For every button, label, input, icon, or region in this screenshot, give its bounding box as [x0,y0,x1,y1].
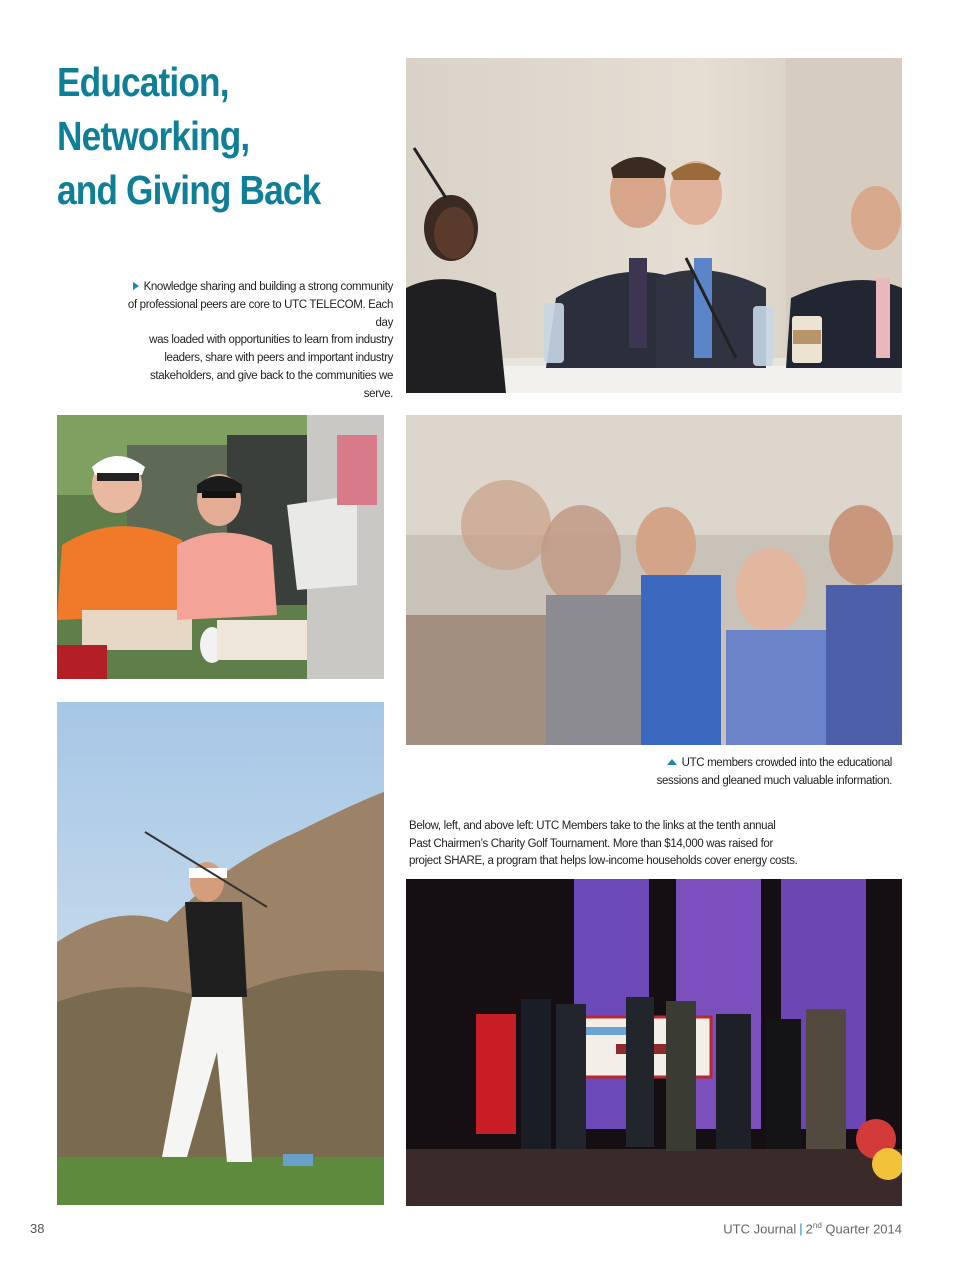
issue-suffix: nd [812,1221,822,1230]
triangle-up-icon [667,759,677,765]
audience-photo [406,415,902,745]
issue-rest: Quarter 2014 [821,1221,902,1237]
intro-line: Knowledge sharing and building a strong community [120,279,393,297]
page-number: 38 [30,1221,45,1236]
golf-cart-photo [57,415,384,679]
title-line: and Giving Back [57,167,321,213]
footer-separator: | [799,1221,803,1237]
intro-paragraph [120,279,393,404]
triangle-right-icon [133,282,139,290]
title-line: Networking, [57,113,250,159]
caption-line: Below, left, and above left: UTC Members take to the links at the tenth annual [409,820,776,832]
article-title [57,55,341,217]
golfer-photo [57,702,384,1205]
caption-line: project SHARE, a program that helps low-income households cover energy costs. [409,855,798,867]
caption-line: Past Chairmen’s Charity Golf Tournament. More than $14,000 was raised for [409,837,773,850]
caption-line: sessions and gleaned much valuable information. [656,774,892,787]
intro-line: was loaded with opportunities to learn from industry [149,334,393,347]
journal-name: UTC Journal [723,1221,797,1237]
title-line: Education, [57,59,229,105]
caption-line: UTC members crowded into the educational [602,755,892,773]
intro-line: of professional peers are core to UTC TELECOM. Each day [127,298,393,329]
issue-number: 2 [805,1221,813,1237]
journal-footer [723,1221,902,1236]
intro-line: stakeholders, and give back to the communities we serve. [149,369,393,400]
sessions-caption [602,755,892,790]
intro-line: leaders, share with peers and important industry [164,352,393,365]
golf-caption [409,818,829,871]
panel-discussion-photo [406,58,902,393]
check-presentation-photo [406,879,902,1206]
